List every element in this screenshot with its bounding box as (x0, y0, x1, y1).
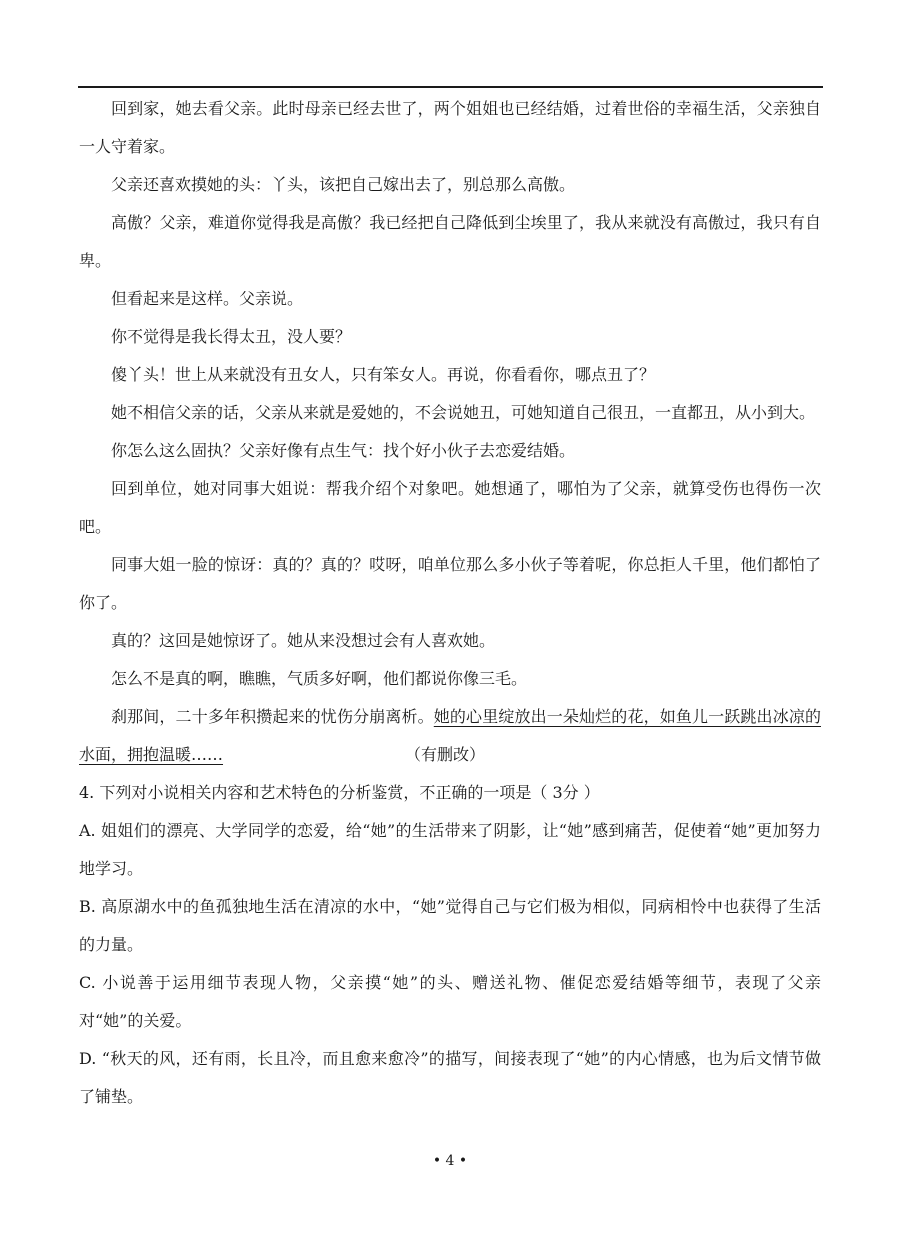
story-paragraph: 高傲？父亲，难道你觉得我是高傲？我已经把自己降低到尘埃里了，我从来就没有高傲过，我只有自卑。 (79, 213, 821, 270)
story-paragraph: 真的？这回是她惊讶了。她从来没想过会有人喜欢她。 (111, 631, 496, 650)
story-paragraph: 你怎么这么固执？父亲好像有点生气：找个好小伙子去恋爱结婚。 (111, 441, 576, 460)
story-paragraph: 傻丫头！世上从来就没有丑女人，只有笨女人。再说，你看看你，哪点丑了？ (111, 365, 656, 384)
story-last-paragraph (79, 698, 821, 774)
header-rule (78, 86, 823, 88)
story-paragraph: 回到家，她去看父亲。此时母亲已经去世了，两个姐姐也已经结婚，过着世俗的幸福生活，父亲独自一人守着家。 (79, 99, 821, 156)
story-paragraph: 你不觉得是我长得太丑，没人要？ (111, 327, 352, 346)
last-paragraph-plain: 刹那间，二十多年积攒起来的忧伤分崩离析。 (111, 707, 434, 726)
story-paragraph: 回到单位，她对同事大姐说：帮我介绍个对象吧。她想通了，哪怕为了父亲，就算受伤也得伤一次吧。 (79, 479, 821, 536)
question-stem: 4. 下列对小说相关内容和艺术特色的分析鉴赏，不正确的一项是（ 3分 ） (79, 783, 600, 802)
story-paragraph: 怎么不是真的啊，瞧瞧，气质多好啊，他们都说你像三毛。 (111, 669, 528, 688)
question-option-a: A. 姐姐们的漂亮、大学同学的恋爱，给“她”的生活带来了阴影，让“她”感到痛苦，促使着“她”更加努力地学习。 (79, 821, 821, 878)
story-paragraph: 但看起来是这样。父亲说。 (111, 289, 304, 308)
story-paragraph: 同事大姐一脸的惊讶：真的？真的？哎呀，咱单位那么多小伙子等着呢，你总拒人千里，他们都怕了你了。 (79, 555, 821, 612)
page-number: • 4 • (432, 1153, 468, 1169)
underlined-sentence: 她的心里绽放出一朵灿烂的花，如鱼儿一跃跳出冰凉的水面，拥抱温暖…… (79, 707, 821, 764)
question-option-d: D. “秋天的风，还有雨，长且冷，而且愈来愈冷”的描写，间接表现了“她”的内心情感，也为后文情节做了铺垫。 (79, 1049, 821, 1106)
edit-note: （有删改） (405, 745, 486, 764)
story-paragraph: 她不相信父亲的话，父亲从来就是爱她的，不会说她丑，可她知道自己很丑，一直都丑，从小到大。 (111, 403, 816, 422)
story-paragraph: 父亲还喜欢摸她的头：丫头，该把自己嫁出去了，别总那么高傲。 (111, 175, 576, 194)
question-option-c: C. 小说善于运用细节表现人物，父亲摸“她”的头、赠送礼物、催促恋爱结婚等细节，表现了父亲对“她”的关爱。 (79, 973, 821, 1030)
document-body (79, 90, 821, 1116)
question-option-b: B. 高原湖水中的鱼孤独地生活在清凉的水中，“她”觉得自己与它们极为相似，同病相怜中也获得了生活的力量。 (79, 897, 821, 954)
